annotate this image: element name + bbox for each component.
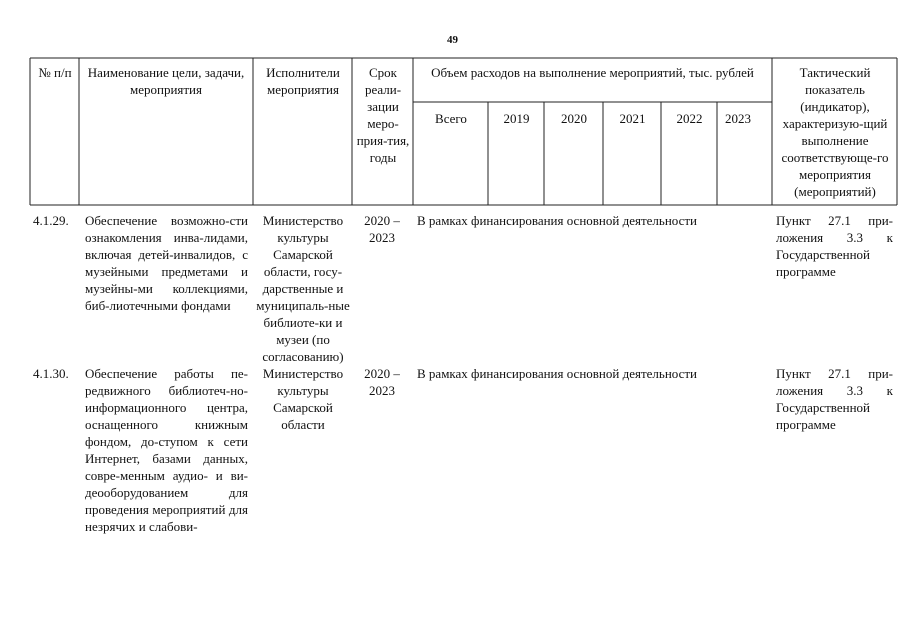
header-year: 2020 <box>561 111 587 126</box>
row-indicator: Пункт 27.1 при-ложения 3.3 к Государственной программе <box>776 366 893 432</box>
header-number: № п/п <box>38 65 72 80</box>
row-period: 2020 – 2023 <box>364 213 400 245</box>
row-name: Обеспечение работы пе-редвижного библиотеч-но-информационного центра, оснащенного книжным фондом, до-ступом к сети Интернет, базами данных, совре-менным аудио- и ви-деооборудованием для проведения мероприятий для незрячих и слабови- <box>85 366 248 534</box>
header-name: Наименование цели, задачи, мероприятия <box>87 65 245 97</box>
header-period: Срок реали-зации меро-прия-тия, годы <box>356 65 410 165</box>
header-total: Всего <box>435 111 467 126</box>
row-executors: Министерство культуры Самарской области, госу-дарственные и муниципаль-ные библиоте-ки и музеи (по согласованию) <box>256 213 350 364</box>
header-year: 2023 <box>725 111 751 126</box>
header-indicator: Тактический показатель (индикатор), характеризую-щий выполнение соответствующе-го мероприятия (мероприятий) <box>781 65 889 199</box>
row-number: 4.1.30. <box>33 366 69 381</box>
row-period: 2020 – 2023 <box>364 366 400 398</box>
row-expenses: В рамках финансирования основной деятельности <box>417 213 698 228</box>
header-year: 2019 <box>503 111 530 126</box>
header-year: 2022 <box>676 111 703 126</box>
row-number: 4.1.29. <box>33 213 69 228</box>
header-expenses: Объем расходов на выполнение мероприятий, тыс. рублей <box>431 65 754 80</box>
page-number: 49 <box>447 34 458 46</box>
row-executors: Министерство культуры Самарской области <box>262 366 344 432</box>
header-executors: Исполнители мероприятия <box>266 65 340 97</box>
row-indicator: Пункт 27.1 при-ложения 3.3 к Государственной программе <box>776 213 893 279</box>
row-expenses: В рамках финансирования основной деятельности <box>417 366 698 381</box>
header-year: 2021 <box>619 111 646 126</box>
row-name: Обеспечение возможно-сти ознакомления инва-лидами, включая детей-инвалидов, с музейными предметами и музейны-ми коллекциями, биб-лиотечными фондами <box>85 213 248 313</box>
